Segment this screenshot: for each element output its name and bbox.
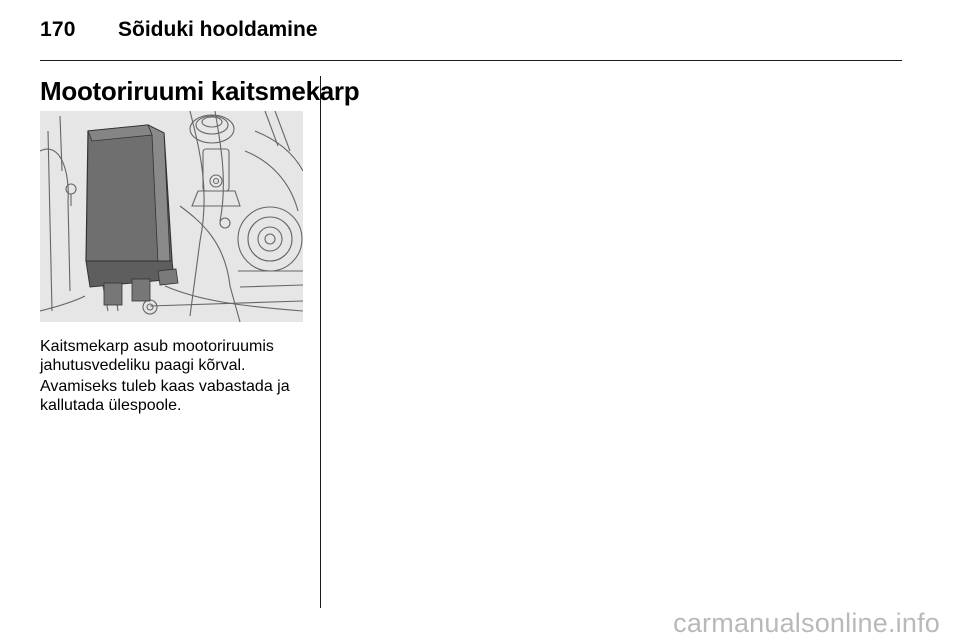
chapter-title: Sõiduki hooldamine: [118, 18, 318, 41]
watermark[interactable]: carmanualsonline.info: [673, 608, 940, 638]
paragraph-location: Kaitsmekarp asub mootoriruumis jahutusvedeliku paagi kõrval.: [40, 338, 274, 374]
page-number: 170: [40, 18, 76, 41]
paragraph-opening: Avamiseks tuleb kaas vabastada ja kallutada ülespoole.: [40, 378, 290, 414]
column-divider: [320, 76, 321, 608]
section-heading: Mootoriruumi kaitsmekarp: [40, 76, 360, 106]
fuse-box-illustration: [40, 111, 303, 322]
header-divider: [40, 60, 902, 61]
